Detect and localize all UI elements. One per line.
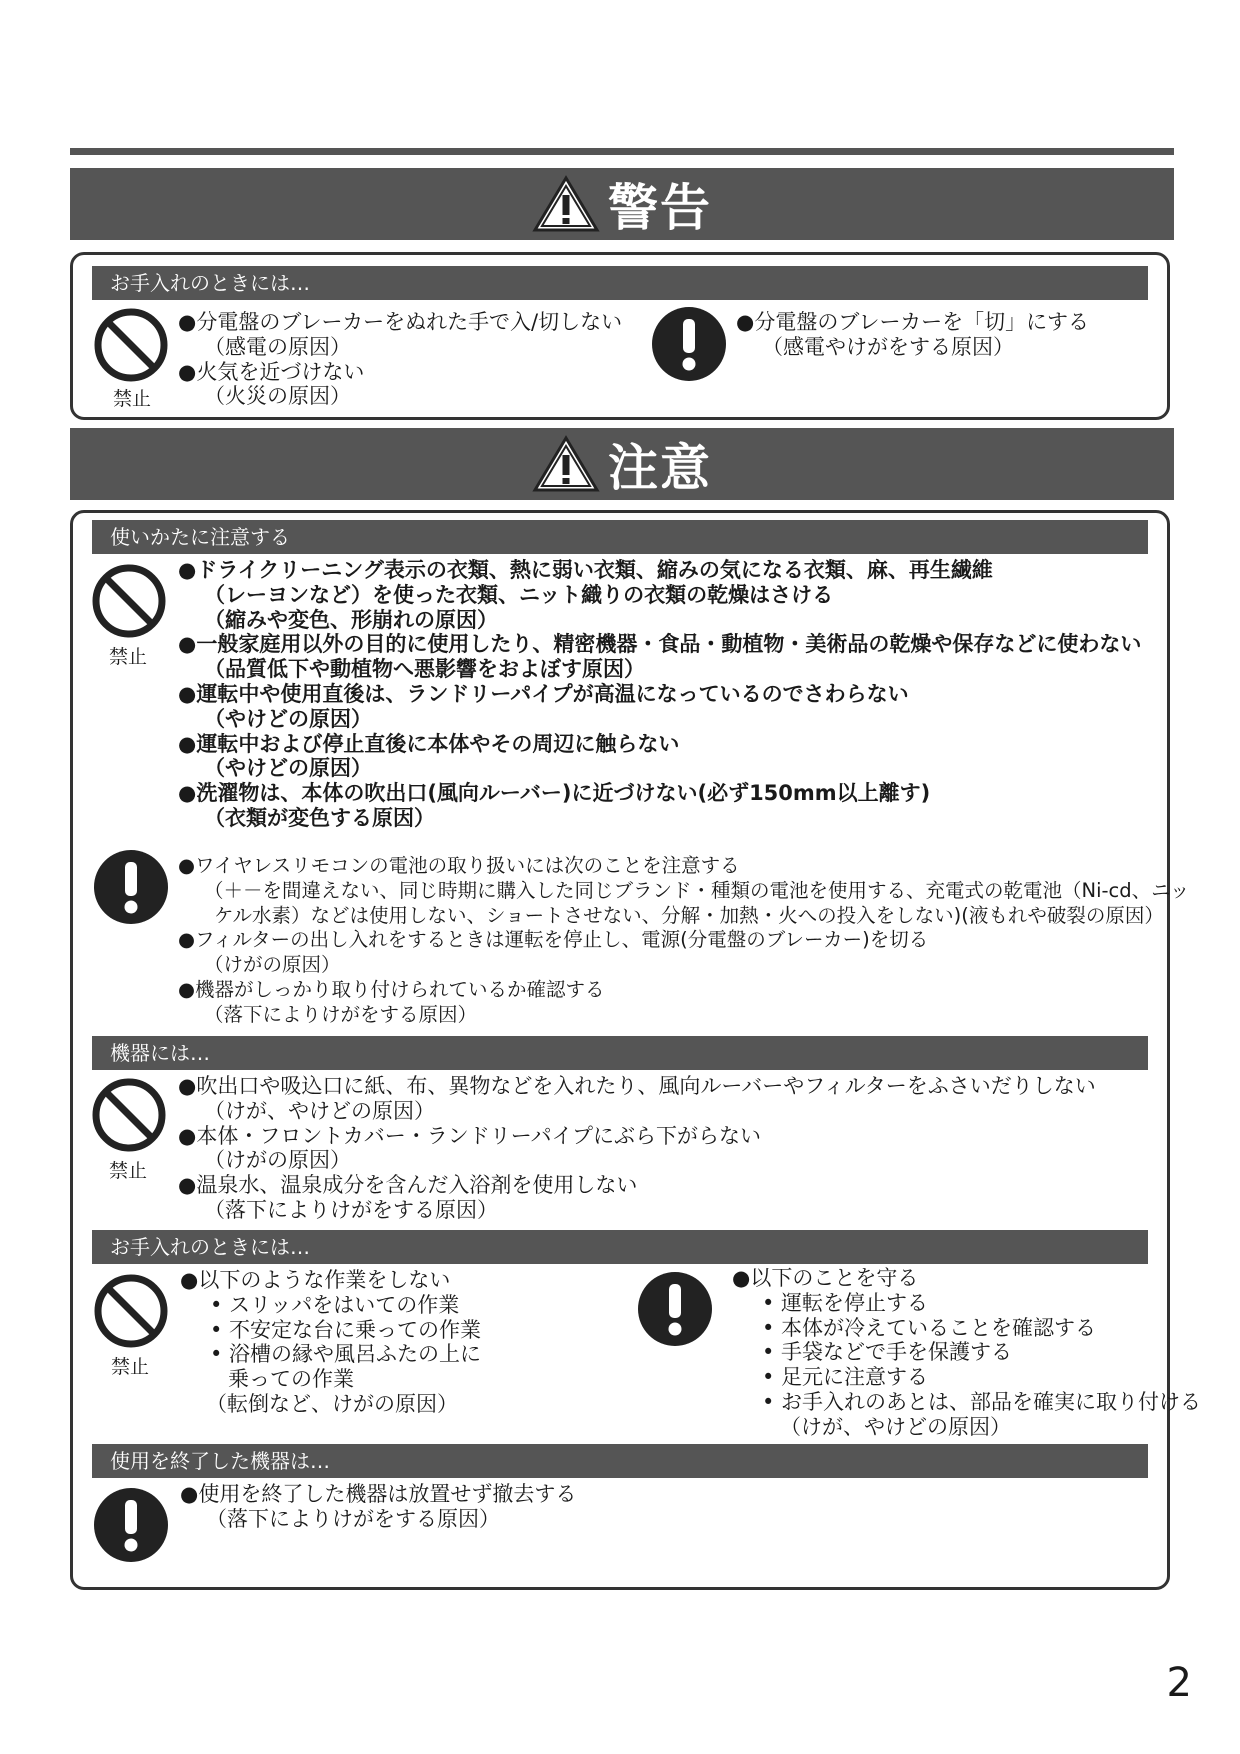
text-line: （やけどの原因）: [204, 756, 372, 781]
text-line: • スリッパをはいての作業: [210, 1292, 460, 1317]
text-line: ●運転中および停止直後に本体やその周辺に触らない: [178, 731, 680, 756]
mandatory-icon: [92, 848, 170, 926]
maintenance-section-bar: お手入れのときには…: [92, 1230, 1148, 1264]
text-line: （けがの原因）: [204, 953, 341, 977]
warning-section-bar: お手入れのときには…: [92, 266, 1148, 300]
prohibit-icon: [92, 306, 170, 384]
text-line: ●以下のような作業をしない: [180, 1268, 451, 1292]
text-line: ●一般家庭用以外の目的に使用したり、精密機器・食品・動植物・美術品の乾燥や保存などに使わない: [178, 632, 1142, 657]
mandatory-icon: [92, 1486, 170, 1564]
text-line: • 本体が冷えていることを確認する: [762, 1315, 1097, 1340]
page-number: 2: [1166, 1660, 1192, 1706]
text-line: ●温泉水、温泉成分を含んだ入浴剤を使用しない: [178, 1173, 638, 1198]
text-line: ●本体・フロントカバー・ランドリーパイプにぶら下がらない: [178, 1123, 762, 1148]
device-text: [178, 1074, 1096, 1223]
usage-must-text: [178, 854, 1189, 1028]
text-line: ●フィルターの出し入れをするときは運転を停止し、電源(分電盤のブレーカー)を切る: [178, 928, 929, 952]
end-of-use-text: [180, 1482, 576, 1532]
text-line: （レーヨンなど）を使った衣類、ニット織りの衣類の乾燥はさける: [204, 582, 834, 607]
text-line: （けが、やけどの原因）: [780, 1414, 1011, 1439]
text-line: • 不安定な台に乗っての作業: [210, 1317, 482, 1342]
text-line: ●ドライクリーニング表示の衣類、熱に弱い衣類、縮みの気になる衣類、麻、再生繊維: [178, 558, 993, 582]
prohibit-icon: [92, 1272, 170, 1350]
warning-banner: [70, 168, 1174, 240]
text-line: （＋－を間違えない、同じ時期に購入した同じブランド・種類の電池を使用する、充電式の乾電池（Ni-cd、ニッ: [204, 878, 1190, 902]
text-line: （やけどの原因）: [204, 706, 372, 731]
text-line: （落下によりけがをする原因）: [206, 1506, 500, 1531]
prohibit-label: 禁止: [108, 646, 147, 668]
text-line: ●分電盤のブレーカーをぬれた手で入/切しない: [178, 310, 623, 334]
text-line: 乗っての作業: [228, 1367, 354, 1392]
text-line: ●機器がしっかり取り付けられているか確認する: [178, 977, 605, 1001]
mandatory-icon: [636, 1270, 714, 1348]
text-line: （感電やけがをする原因）: [762, 334, 1014, 359]
text-line: • 手袋などで手を保護する: [762, 1340, 1013, 1365]
text-line: ●運転中や使用直後は、ランドリーパイプが高温になっているのでさわらない: [178, 681, 909, 706]
text-line: （落下によりけがをする原因）: [204, 1002, 478, 1026]
text-line: ●以下のことを守る: [732, 1266, 919, 1290]
prohibit-icon: [90, 1076, 168, 1154]
text-line: （縮みや変色、形崩れの原因）: [204, 607, 498, 632]
maintenance-right-text: [732, 1266, 1201, 1440]
text-line: ●洗濯物は、本体の吹出口(風向ルーバー)に近づけない(必ず150mm以上離す): [178, 781, 931, 806]
text-line: （衣類が変色する原因）: [204, 805, 435, 830]
warning-triangle-icon: [532, 175, 600, 233]
top-rule: [70, 148, 1174, 155]
text-line: ケル水素）などは使用しない、ショートさせない、分解・加熱・火への投入をしない)(液もれや破裂の原因）: [214, 903, 1164, 927]
text-line: ●分電盤のブレーカーを「切」にする: [736, 310, 1090, 334]
maintenance-left-text: [180, 1268, 481, 1417]
text-line: • 運転を停止する: [762, 1290, 929, 1315]
prohibit-label: 禁止: [110, 1356, 149, 1378]
text-line: ●ワイヤレスリモコンの電池の取り扱いには次のことを注意する: [178, 854, 740, 877]
text-line: （火災の原因）: [204, 384, 351, 409]
warning-left-text: [178, 310, 622, 409]
device-section-bar: 機器には…: [92, 1036, 1148, 1070]
text-line: ●使用を終了した機器は放置せず撤去する: [180, 1482, 577, 1506]
text-line: • お手入れのあとは、部品を確実に取り付ける: [762, 1389, 1202, 1414]
text-line: （落下によりけがをする原因）: [204, 1197, 498, 1222]
text-line: ●吹出口や吸込口に紙、布、異物などを入れたり、風向ルーバーやフィルターをふさいだりしない: [178, 1074, 1096, 1098]
end-of-use-section-bar: 使用を終了した機器は…: [92, 1444, 1148, 1478]
text-line: （転倒など、けがの原因）: [206, 1391, 458, 1416]
warning-title: 警告: [608, 179, 712, 237]
prohibit-label: 禁止: [108, 1160, 147, 1182]
prohibit-icon: [90, 562, 168, 640]
usage-prohibit-text: [178, 558, 1141, 831]
caution-triangle-icon: [532, 435, 600, 493]
text-line: （けがの原因）: [204, 1148, 351, 1173]
warning-right-text: [736, 310, 1089, 360]
caution-title: 注意: [608, 439, 712, 497]
text-line: • 浴槽の縁や風呂ふたの上に: [210, 1342, 482, 1367]
mandatory-icon: [650, 305, 728, 383]
caution-banner: [70, 428, 1174, 500]
text-line: （けが、やけどの原因）: [204, 1098, 435, 1123]
text-line: （品質低下や動植物へ悪影響をおよぼす原因）: [204, 657, 645, 682]
usage-section-bar: 使いかたに注意する: [92, 520, 1148, 554]
text-line: （感電の原因）: [204, 334, 351, 359]
text-line: • 足元に注意する: [762, 1365, 929, 1390]
prohibit-label: 禁止: [112, 388, 151, 410]
text-line: ●火気を近づけない: [178, 359, 365, 384]
